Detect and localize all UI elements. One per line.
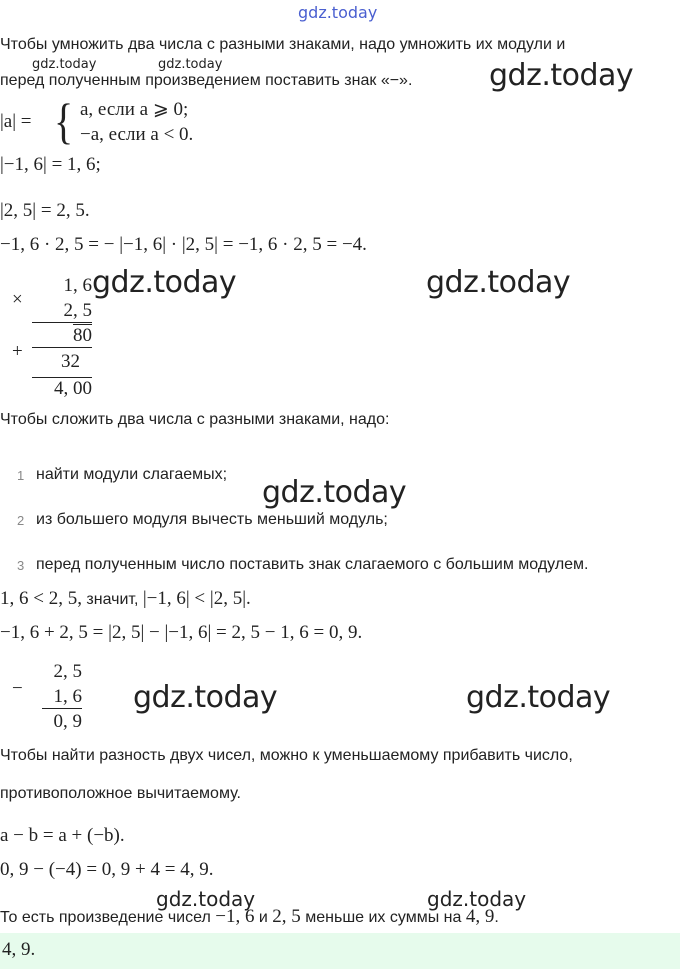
watermark-small-2: gdz.today <box>158 57 223 72</box>
list-item-3: перед полученным число поставить знак слагаемого с большим модулем. <box>36 556 589 573</box>
rule-sub-line1: Чтобы найти разность двух чисел, можно к уменьшаемому прибавить число, <box>0 747 573 764</box>
mult-row-3 <box>32 325 92 348</box>
sub-row-1: 2, 5 <box>53 661 82 682</box>
rule-multiply-line2: перед полученным произведением поставить знак «−». <box>0 72 413 89</box>
compare-line <box>0 588 251 610</box>
minus-sign: − <box>12 678 23 699</box>
list-number-1: 1 <box>17 468 25 483</box>
mult-row-5: 4, 00 <box>32 377 92 400</box>
conclusion-text-1: То есть произведение чисел <box>0 909 216 926</box>
brace-symbol: { <box>54 93 74 149</box>
sum-equation: −1, 6 + 2, 5 = |2, 5| − |−1, 6| = 2, 5 − 1, 6 = 0, 9. <box>0 622 363 643</box>
sub-row-3: 0, 9 <box>53 711 82 732</box>
watermark-list: gdz.today <box>262 475 407 510</box>
watermark-mult-left: gdz.today <box>92 265 237 300</box>
watermark-bottom-1: gdz.today <box>156 887 256 911</box>
list-number-2: 2 <box>17 513 25 528</box>
compare-expr2: |−1, 6| < |2, 5|. <box>142 588 251 609</box>
conclusion-text-2: и <box>254 909 273 926</box>
watermark-mult-right: gdz.today <box>426 265 571 300</box>
product-equation: −1, 6 · 2, 5 = − |−1, 6| · |2, 5| = −1, 6 · 2, 5 = −4. <box>0 234 367 255</box>
mult-row-3-value: 80 <box>73 325 92 346</box>
times-sign: × <box>12 289 23 310</box>
abs-def-case1: a, если a ⩾ 0; <box>80 99 189 120</box>
watermark-line1: gdz.today <box>489 58 634 93</box>
sub-row-2: 1, 6 <box>42 686 82 709</box>
rule-add-intro: Чтобы сложить два числа с разными знаками, надо: <box>0 411 390 428</box>
abs-value-line2: |2, 5| = 2, 5. <box>0 200 90 221</box>
conclusion-math-1: −1, 6 <box>215 906 255 927</box>
conclusion-math-3: 4, 9 <box>465 906 495 927</box>
abs-def-lhs: |a| = <box>0 111 32 132</box>
rule-multiply-line1: Чтобы умножить два числа с разными знаками, надо умножить их модули и <box>0 36 566 53</box>
watermark-top: gdz.today <box>298 3 378 22</box>
mult-row-4: 32 <box>61 351 80 372</box>
list-item-1: найти модули слагаемых; <box>36 466 228 483</box>
abs-value-line1: |−1, 6| = 1, 6; <box>0 154 101 175</box>
mult-row-1: 1, 6 <box>63 275 92 296</box>
compare-expr1: 1, 6 < 2, 5, <box>0 588 82 609</box>
abs-def-case2: −a, если a < 0. <box>80 124 194 145</box>
answer-value: 4, 9. <box>2 939 36 960</box>
list-item-2: из большего модуля вычесть меньший модуль; <box>36 511 388 528</box>
plus-sign: + <box>12 341 23 362</box>
watermark-sub-right: gdz.today <box>466 680 611 715</box>
answer-box <box>0 933 680 969</box>
diff-equation: 0, 9 − (−4) = 0, 9 + 4 = 4, 9. <box>0 859 214 880</box>
rule-sub-line2: противоположное вычитаемому. <box>0 785 241 802</box>
sub-formula: a − b = a + (−b). <box>0 825 125 846</box>
conclusion-text-4: . <box>494 909 499 926</box>
list-number-3: 3 <box>17 558 25 573</box>
conclusion-text-3: меньше их суммы на <box>300 909 466 926</box>
watermark-sub-left: gdz.today <box>133 680 278 715</box>
compare-word: значит, <box>81 591 143 608</box>
conclusion-line <box>0 906 499 928</box>
conclusion-math-2: 2, 5 <box>272 906 301 927</box>
watermark-bottom-2: gdz.today <box>427 887 527 911</box>
watermark-small-1: gdz.today <box>32 57 97 72</box>
mult-row-2: 2, 5 <box>32 300 92 323</box>
